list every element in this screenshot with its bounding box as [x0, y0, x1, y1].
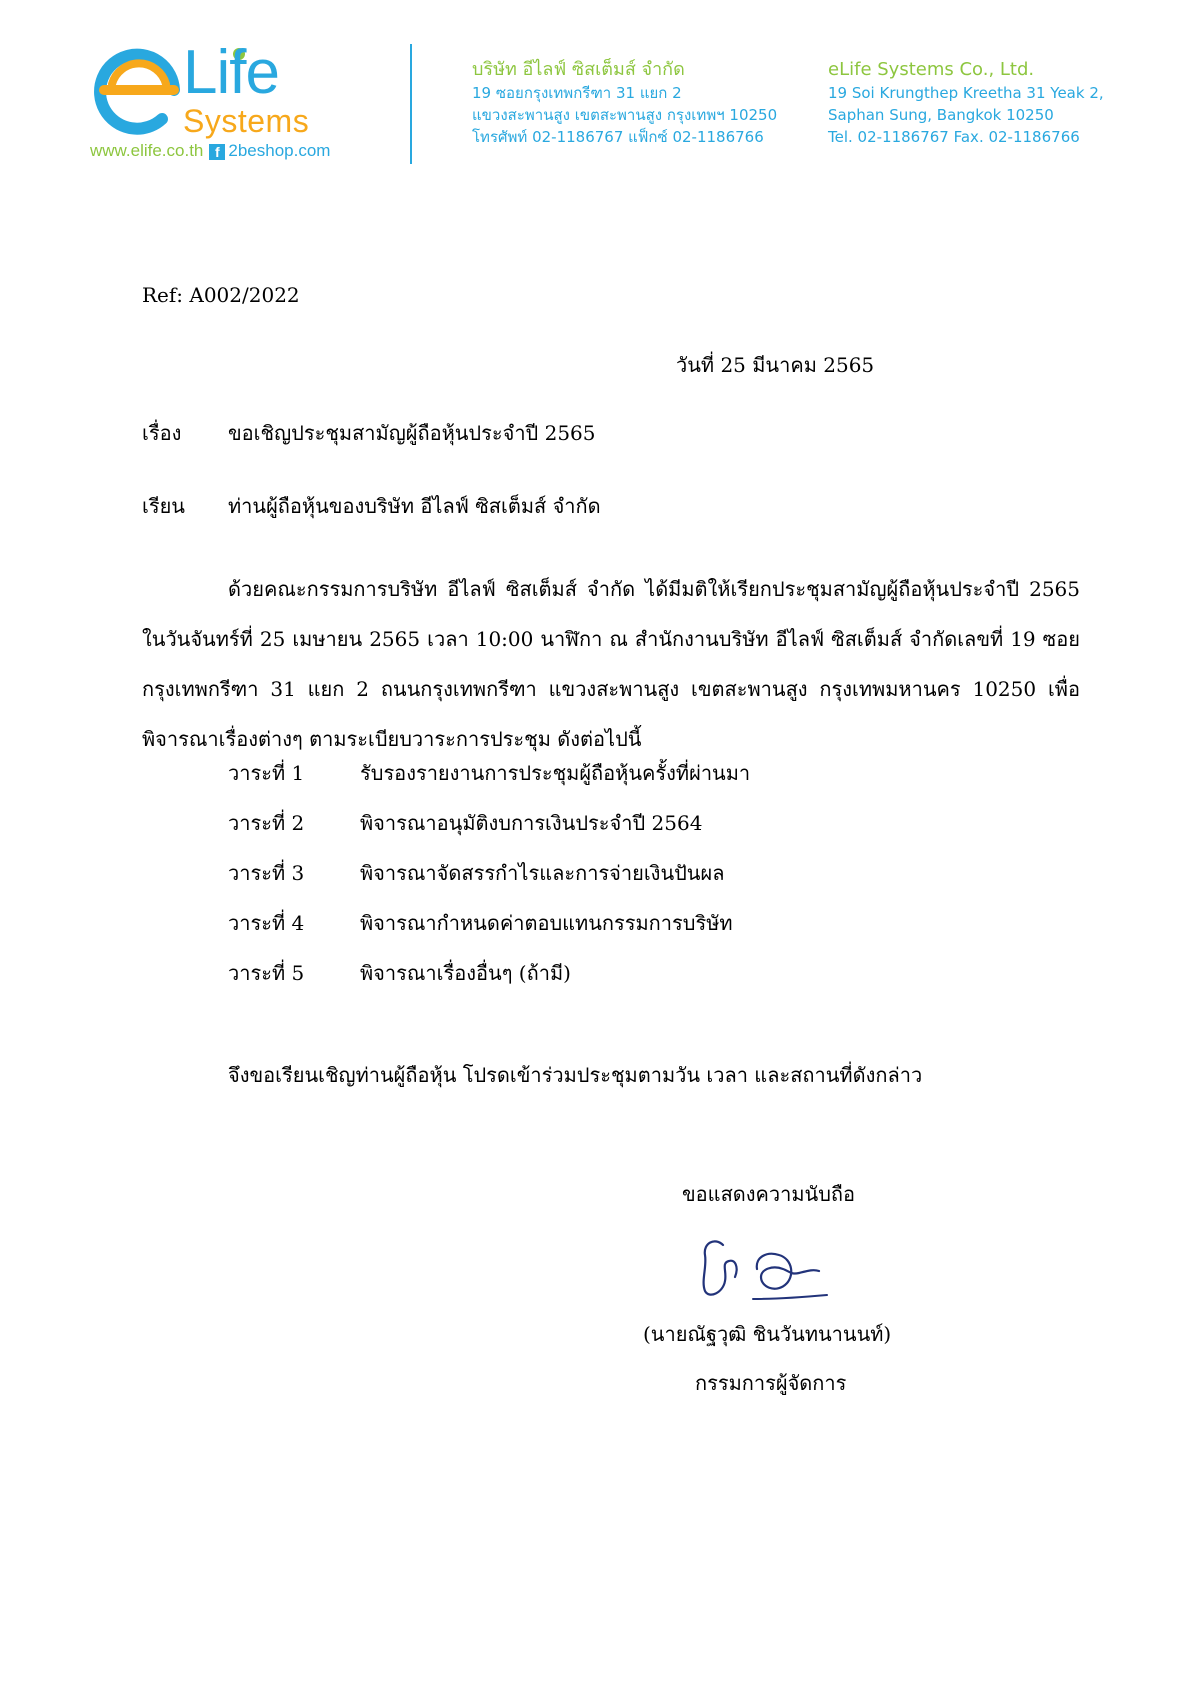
recipient-label: เรียน — [142, 494, 185, 518]
website-link[interactable]: www.elife.co.th — [90, 141, 204, 160]
body-line-3: กรุงเทพกรีฑา 31 แยก 2 ถนนกรุงเทพกรีฑา แขวงสะพานสูง เขตสะพานสูง กรุงเทพมหานคร 10250 เพื่อ — [142, 677, 1080, 701]
company-address-english — [828, 58, 1158, 148]
body-paragraph — [142, 564, 1080, 764]
letter-date: วันที่ 25 มีนาคม 2565 — [676, 353, 875, 377]
facebook-page-link[interactable]: 2beshop.com — [228, 141, 331, 160]
logo-life-text: Life — [183, 38, 279, 107]
address-english-line-3: Tel. 02-1186767 Fax. 02-1186766 — [828, 128, 1080, 146]
agenda-item — [228, 910, 928, 960]
facebook-icon: f — [209, 144, 225, 160]
regards-text: ขอแสดงความนับถือ — [682, 1182, 856, 1206]
subject-text: ขอเชิญประชุมสามัญผู้ถือหุ้นประจำปี 2565 — [228, 421, 596, 445]
agenda-item — [228, 760, 928, 810]
agenda-list — [228, 760, 928, 1010]
agenda-number: วาระที่ 5 — [228, 961, 305, 985]
agenda-number: วาระที่ 1 — [228, 761, 305, 785]
agenda-text: พิจารณาจัดสรรกำไรและการจ่ายเงินปันผล — [360, 861, 725, 885]
signatory-name: (นายณัฐวุฒิ ชินวันทนานนท์) — [643, 1322, 892, 1346]
agenda-text: พิจารณาเรื่องอื่นๆ (ถ้ามี) — [360, 961, 571, 985]
logo-systems-text: Systems — [183, 103, 310, 139]
agenda-text: รับรองรายงานการประชุมผู้ถือหุ้นครั้งที่ผ่านมา — [360, 761, 751, 785]
elife-logo — [88, 40, 368, 170]
company-address-thai — [472, 58, 778, 148]
company-name-thai: บริษัท อีไลฟ์ ซิสเต็มส์ จำกัด — [472, 59, 685, 80]
address-english-line-2: Saphan Sung, Bangkok 10250 — [828, 106, 1054, 124]
agenda-number: วาระที่ 4 — [228, 911, 305, 935]
body-line-1: ด้วยคณะกรรมการบริษัท อีไลฟ์ ซิสเต็มส์ จำกัด ได้มีมติให้เรียกประชุมสามัญผู้ถือหุ้นประจำปี 2565 — [228, 577, 1080, 601]
body-line-4: พิจารณาเรื่องต่างๆ ตามระเบียบวาระการประชุม ดังต่อไปนี้ — [142, 727, 642, 751]
reference-number: Ref: A002/2022 — [142, 283, 300, 307]
agenda-item — [228, 810, 928, 860]
signatory-title: กรรมการผู้จัดการ — [695, 1371, 847, 1395]
address-thai-line-2: แขวงสะพานสูง เขตสะพานสูง กรุงเทพฯ 10250 — [472, 106, 778, 124]
agenda-text: พิจารณาอนุมัติงบการเงินประจำปี 2564 — [360, 811, 703, 835]
subject-label: เรื่อง — [142, 421, 182, 445]
company-name-english: eLife Systems Co., Ltd. — [828, 59, 1035, 80]
address-thai-line-1: 19 ซอยกรุงเทพกรีฑา 31 แยก 2 — [472, 84, 682, 102]
logo-web-line — [90, 141, 330, 161]
recipient-text: ท่านผู้ถือหุ้นของบริษัท อีไลฟ์ ซิสเต็มส์ จำกัด — [228, 494, 601, 518]
letterhead-divider — [410, 44, 412, 164]
address-english-line-1: 19 Soi Krungthep Kreetha 31 Yeak 2, — [828, 84, 1104, 102]
agenda-item — [228, 960, 928, 1010]
agenda-number: วาระที่ 3 — [228, 861, 305, 885]
body-line-2: ในวันจันทร์ที่ 25 เมษายน 2565 เวลา 10:00 นาฬิกา ณ สำนักงานบริษัท อีไลฟ์ ซิสเต็มส์ จำกัดเลขที่ 19 ซอย — [142, 627, 1080, 651]
closing-invitation: จึงขอเรียนเชิญท่านผู้ถือหุ้น โปรดเข้าร่วมประชุมตามวัน เวลา และสถานที่ดังกล่าว — [228, 1063, 923, 1087]
elife-e-logo-icon — [88, 40, 188, 140]
signature-icon — [695, 1233, 835, 1303]
agenda-item — [228, 860, 928, 910]
agenda-number: วาระที่ 2 — [228, 811, 305, 835]
address-thai-line-3: โทรศัพท์ 02-1186767 แฟ็กซ์ 02-1186766 — [472, 128, 764, 146]
agenda-text: พิจารณากำหนดค่าตอบแทนกรรมการบริษัท — [360, 911, 733, 935]
